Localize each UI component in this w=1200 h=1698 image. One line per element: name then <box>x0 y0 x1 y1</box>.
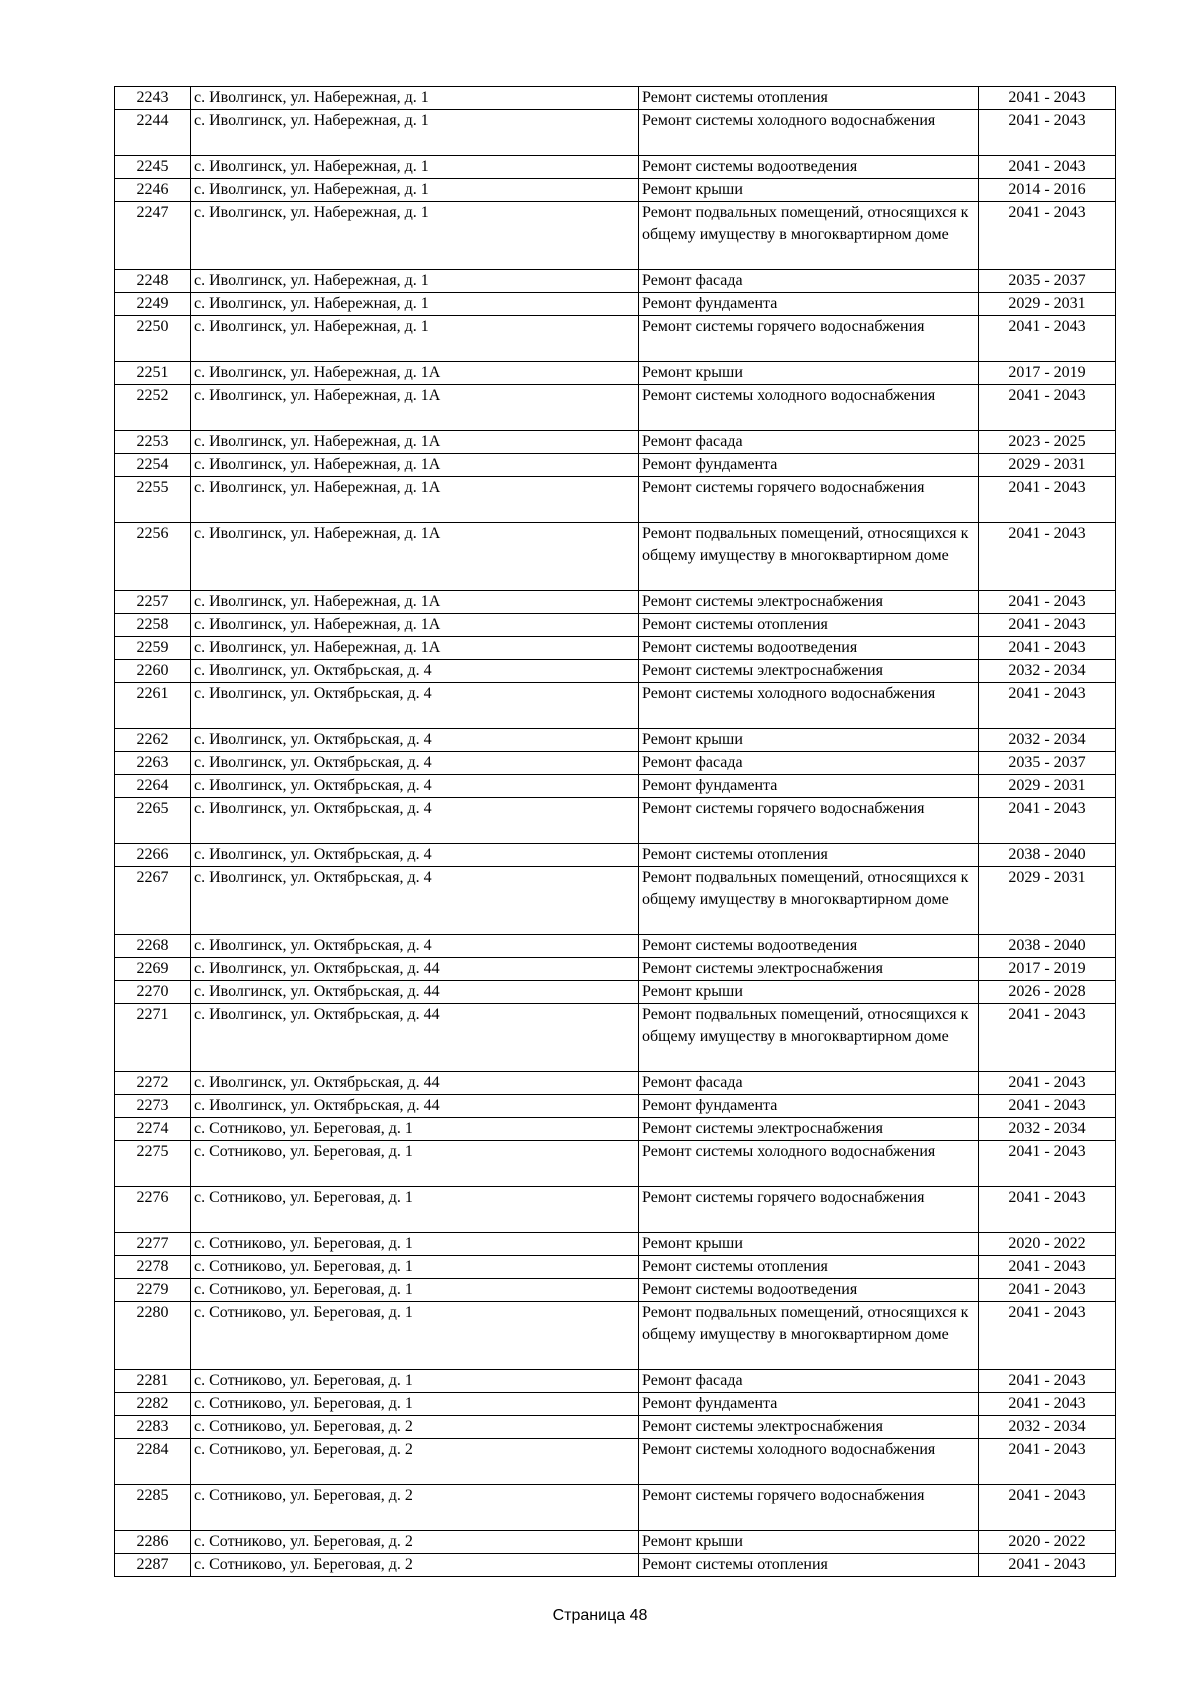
period-cell: 2041 - 2043 <box>979 385 1116 431</box>
address-cell: с. Иволгинск, ул. Октябрьская, д. 44 <box>191 1004 639 1072</box>
work-type-cell: Ремонт фундамента <box>639 454 979 477</box>
table-row <box>115 156 1116 179</box>
work-type-cell: Ремонт системы электроснабжения <box>639 958 979 981</box>
row-number: 2282 <box>115 1393 191 1416</box>
row-number: 2284 <box>115 1439 191 1485</box>
row-number: 2266 <box>115 844 191 867</box>
table-row <box>115 1485 1116 1531</box>
work-type-cell: Ремонт системы горячего водоснабжения <box>639 1485 979 1531</box>
table-row <box>115 1004 1116 1072</box>
period-cell: 2032 - 2034 <box>979 1416 1116 1439</box>
period-cell: 2041 - 2043 <box>979 1302 1116 1370</box>
row-number: 2272 <box>115 1072 191 1095</box>
address-cell: с. Иволгинск, ул. Набережная, д. 1А <box>191 637 639 660</box>
row-number: 2252 <box>115 385 191 431</box>
row-number: 2248 <box>115 270 191 293</box>
row-number: 2243 <box>115 87 191 110</box>
work-type-cell: Ремонт системы электроснабжения <box>639 591 979 614</box>
work-type-cell: Ремонт подвальных помещений, относящихся к общему имуществу в многоквартирном доме <box>639 1302 979 1370</box>
table-row <box>115 316 1116 362</box>
address-cell: с. Иволгинск, ул. Набережная, д. 1А <box>191 523 639 591</box>
table-row <box>115 1072 1116 1095</box>
table-row <box>115 523 1116 591</box>
row-number: 2270 <box>115 981 191 1004</box>
table-row <box>115 1256 1116 1279</box>
address-cell: с. Сотниково, ул. Береговая, д. 1 <box>191 1370 639 1393</box>
row-number: 2268 <box>115 935 191 958</box>
work-type-cell: Ремонт системы горячего водоснабжения <box>639 798 979 844</box>
address-cell: с. Иволгинск, ул. Октябрьская, д. 4 <box>191 844 639 867</box>
period-cell: 2041 - 2043 <box>979 523 1116 591</box>
table-row <box>115 798 1116 844</box>
address-cell: с. Иволгинск, ул. Октябрьская, д. 4 <box>191 867 639 935</box>
row-number: 2285 <box>115 1485 191 1531</box>
row-number: 2258 <box>115 614 191 637</box>
work-type-cell: Ремонт системы горячего водоснабжения <box>639 477 979 523</box>
table-row <box>115 844 1116 867</box>
address-cell: с. Иволгинск, ул. Октябрьская, д. 4 <box>191 775 639 798</box>
table-row <box>115 1141 1116 1187</box>
work-type-cell: Ремонт фундамента <box>639 1393 979 1416</box>
address-cell: с. Иволгинск, ул. Октябрьская, д. 4 <box>191 752 639 775</box>
work-type-cell: Ремонт крыши <box>639 1233 979 1256</box>
period-cell: 2041 - 2043 <box>979 477 1116 523</box>
address-cell: с. Сотниково, ул. Береговая, д. 1 <box>191 1141 639 1187</box>
period-cell: 2032 - 2034 <box>979 729 1116 752</box>
address-cell: с. Сотниково, ул. Береговая, д. 1 <box>191 1233 639 1256</box>
address-cell: с. Иволгинск, ул. Октябрьская, д. 4 <box>191 798 639 844</box>
period-cell: 2029 - 2031 <box>979 454 1116 477</box>
table-row <box>115 1370 1116 1393</box>
address-cell: с. Сотниково, ул. Береговая, д. 1 <box>191 1256 639 1279</box>
work-type-cell: Ремонт подвальных помещений, относящихся к общему имуществу в многоквартирном доме <box>639 1004 979 1072</box>
period-cell: 2032 - 2034 <box>979 1118 1116 1141</box>
table-row <box>115 293 1116 316</box>
work-type-cell: Ремонт крыши <box>639 362 979 385</box>
address-cell: с. Сотниково, ул. Береговая, д. 2 <box>191 1531 639 1554</box>
period-cell: 2041 - 2043 <box>979 1439 1116 1485</box>
table-row <box>115 362 1116 385</box>
table-row <box>115 1416 1116 1439</box>
table-row <box>115 935 1116 958</box>
row-number: 2275 <box>115 1141 191 1187</box>
row-number: 2287 <box>115 1554 191 1577</box>
row-number: 2261 <box>115 683 191 729</box>
table-row <box>115 1439 1116 1485</box>
row-number: 2245 <box>115 156 191 179</box>
period-cell: 2029 - 2031 <box>979 867 1116 935</box>
table-row <box>115 1118 1116 1141</box>
period-cell: 2035 - 2037 <box>979 752 1116 775</box>
period-cell: 2032 - 2034 <box>979 660 1116 683</box>
address-cell: с. Иволгинск, ул. Набережная, д. 1 <box>191 293 639 316</box>
row-number: 2246 <box>115 179 191 202</box>
repair-schedule-table <box>114 86 1116 1577</box>
period-cell: 2041 - 2043 <box>979 1004 1116 1072</box>
address-cell: с. Иволгинск, ул. Набережная, д. 1 <box>191 179 639 202</box>
address-cell: с. Иволгинск, ул. Октябрьская, д. 4 <box>191 729 639 752</box>
period-cell: 2041 - 2043 <box>979 683 1116 729</box>
row-number: 2249 <box>115 293 191 316</box>
address-cell: с. Иволгинск, ул. Набережная, д. 1А <box>191 362 639 385</box>
address-cell: с. Иволгинск, ул. Набережная, д. 1 <box>191 87 639 110</box>
work-type-cell: Ремонт системы отопления <box>639 844 979 867</box>
work-type-cell: Ремонт фундамента <box>639 1095 979 1118</box>
row-number: 2273 <box>115 1095 191 1118</box>
address-cell: с. Сотниково, ул. Береговая, д. 1 <box>191 1187 639 1233</box>
work-type-cell: Ремонт крыши <box>639 179 979 202</box>
table-row <box>115 683 1116 729</box>
period-cell: 2041 - 2043 <box>979 87 1116 110</box>
address-cell: с. Иволгинск, ул. Набережная, д. 1 <box>191 202 639 270</box>
row-number: 2265 <box>115 798 191 844</box>
address-cell: с. Иволгинск, ул. Набережная, д. 1 <box>191 316 639 362</box>
address-cell: с. Иволгинск, ул. Октябрьская, д. 44 <box>191 1072 639 1095</box>
work-type-cell: Ремонт фасада <box>639 431 979 454</box>
table-row <box>115 454 1116 477</box>
work-type-cell: Ремонт фасада <box>639 270 979 293</box>
period-cell: 2041 - 2043 <box>979 202 1116 270</box>
page-number: Страница 48 <box>552 1607 648 1624</box>
period-cell: 2038 - 2040 <box>979 935 1116 958</box>
period-cell: 2023 - 2025 <box>979 431 1116 454</box>
table-row <box>115 1393 1116 1416</box>
table-row <box>115 431 1116 454</box>
work-type-cell: Ремонт системы отопления <box>639 614 979 637</box>
table-row <box>115 1187 1116 1233</box>
period-cell: 2041 - 2043 <box>979 316 1116 362</box>
row-number: 2260 <box>115 660 191 683</box>
row-number: 2269 <box>115 958 191 981</box>
work-type-cell: Ремонт системы горячего водоснабжения <box>639 1187 979 1233</box>
address-cell: с. Иволгинск, ул. Набережная, д. 1 <box>191 270 639 293</box>
row-number: 2271 <box>115 1004 191 1072</box>
address-cell: с. Иволгинск, ул. Набережная, д. 1А <box>191 477 639 523</box>
address-cell: с. Иволгинск, ул. Набережная, д. 1А <box>191 614 639 637</box>
period-cell: 2020 - 2022 <box>979 1233 1116 1256</box>
table-row <box>115 110 1116 156</box>
work-type-cell: Ремонт крыши <box>639 1531 979 1554</box>
period-cell: 2041 - 2043 <box>979 1187 1116 1233</box>
row-number: 2255 <box>115 477 191 523</box>
period-cell: 2029 - 2031 <box>979 775 1116 798</box>
address-cell: с. Иволгинск, ул. Набережная, д. 1 <box>191 110 639 156</box>
table-row <box>115 591 1116 614</box>
work-type-cell: Ремонт системы горячего водоснабжения <box>639 316 979 362</box>
work-type-cell: Ремонт подвальных помещений, относящихся к общему имуществу в многоквартирном доме <box>639 523 979 591</box>
row-number: 2278 <box>115 1256 191 1279</box>
work-type-cell: Ремонт системы водоотведения <box>639 156 979 179</box>
row-number: 2267 <box>115 867 191 935</box>
table-row <box>115 1095 1116 1118</box>
work-type-cell: Ремонт фундамента <box>639 775 979 798</box>
table-row <box>115 1279 1116 1302</box>
row-number: 2257 <box>115 591 191 614</box>
work-type-cell: Ремонт крыши <box>639 981 979 1004</box>
address-cell: с. Иволгинск, ул. Набережная, д. 1А <box>191 454 639 477</box>
table-row <box>115 385 1116 431</box>
address-cell: с. Иволгинск, ул. Набережная, д. 1 <box>191 156 639 179</box>
work-type-cell: Ремонт системы водоотведения <box>639 935 979 958</box>
row-number: 2279 <box>115 1279 191 1302</box>
period-cell: 2041 - 2043 <box>979 1554 1116 1577</box>
table-row <box>115 752 1116 775</box>
work-type-cell: Ремонт фасада <box>639 1370 979 1393</box>
address-cell: с. Иволгинск, ул. Октябрьская, д. 44 <box>191 1095 639 1118</box>
period-cell: 2029 - 2031 <box>979 293 1116 316</box>
period-cell: 2041 - 2043 <box>979 1279 1116 1302</box>
period-cell: 2041 - 2043 <box>979 1485 1116 1531</box>
period-cell: 2014 - 2016 <box>979 179 1116 202</box>
table-row <box>115 1531 1116 1554</box>
address-cell: с. Сотниково, ул. Береговая, д. 2 <box>191 1416 639 1439</box>
address-cell: с. Сотниково, ул. Береговая, д. 2 <box>191 1485 639 1531</box>
period-cell: 2041 - 2043 <box>979 1256 1116 1279</box>
work-type-cell: Ремонт системы электроснабжения <box>639 660 979 683</box>
row-number: 2280 <box>115 1302 191 1370</box>
period-cell: 2026 - 2028 <box>979 981 1116 1004</box>
period-cell: 2041 - 2043 <box>979 156 1116 179</box>
table-row <box>115 981 1116 1004</box>
work-type-cell: Ремонт фасада <box>639 1072 979 1095</box>
address-cell: с. Иволгинск, ул. Октябрьская, д. 4 <box>191 683 639 729</box>
row-number: 2254 <box>115 454 191 477</box>
row-number: 2253 <box>115 431 191 454</box>
work-type-cell: Ремонт системы холодного водоснабжения <box>639 1439 979 1485</box>
period-cell: 2041 - 2043 <box>979 1393 1116 1416</box>
row-number: 2256 <box>115 523 191 591</box>
table-row <box>115 775 1116 798</box>
address-cell: с. Сотниково, ул. Береговая, д. 1 <box>191 1302 639 1370</box>
table-row <box>115 660 1116 683</box>
work-type-cell: Ремонт системы холодного водоснабжения <box>639 683 979 729</box>
work-type-cell: Ремонт системы отопления <box>639 87 979 110</box>
table-row <box>115 637 1116 660</box>
table-row <box>115 477 1116 523</box>
work-type-cell: Ремонт системы холодного водоснабжения <box>639 1141 979 1187</box>
period-cell: 2041 - 2043 <box>979 110 1116 156</box>
period-cell: 2020 - 2022 <box>979 1531 1116 1554</box>
address-cell: с. Сотниково, ул. Береговая, д. 2 <box>191 1439 639 1485</box>
address-cell: с. Сотниково, ул. Береговая, д. 2 <box>191 1554 639 1577</box>
row-number: 2276 <box>115 1187 191 1233</box>
address-cell: с. Иволгинск, ул. Октябрьская, д. 44 <box>191 958 639 981</box>
row-number: 2250 <box>115 316 191 362</box>
row-number: 2286 <box>115 1531 191 1554</box>
table-row <box>115 958 1116 981</box>
row-number: 2281 <box>115 1370 191 1393</box>
address-cell: с. Иволгинск, ул. Октябрьская, д. 4 <box>191 660 639 683</box>
row-number: 2262 <box>115 729 191 752</box>
row-number: 2259 <box>115 637 191 660</box>
table-row <box>115 614 1116 637</box>
address-cell: с. Иволгинск, ул. Набережная, д. 1А <box>191 385 639 431</box>
address-cell: с. Иволгинск, ул. Октябрьская, д. 44 <box>191 981 639 1004</box>
work-type-cell: Ремонт системы холодного водоснабжения <box>639 110 979 156</box>
table-row <box>115 1233 1116 1256</box>
row-number: 2274 <box>115 1118 191 1141</box>
table-row <box>115 1302 1116 1370</box>
address-cell: с. Сотниково, ул. Береговая, д. 1 <box>191 1393 639 1416</box>
period-cell: 2035 - 2037 <box>979 270 1116 293</box>
address-cell: с. Иволгинск, ул. Набережная, д. 1А <box>191 591 639 614</box>
work-type-cell: Ремонт системы водоотведения <box>639 1279 979 1302</box>
table-row <box>115 270 1116 293</box>
row-number: 2264 <box>115 775 191 798</box>
row-number: 2251 <box>115 362 191 385</box>
period-cell: 2041 - 2043 <box>979 591 1116 614</box>
address-cell: с. Иволгинск, ул. Набережная, д. 1А <box>191 431 639 454</box>
period-cell: 2041 - 2043 <box>979 1072 1116 1095</box>
table-row <box>115 867 1116 935</box>
period-cell: 2041 - 2043 <box>979 614 1116 637</box>
row-number: 2277 <box>115 1233 191 1256</box>
work-type-cell: Ремонт системы электроснабжения <box>639 1118 979 1141</box>
table-row <box>115 202 1116 270</box>
period-cell: 2041 - 2043 <box>979 798 1116 844</box>
period-cell: 2041 - 2043 <box>979 1141 1116 1187</box>
row-number: 2244 <box>115 110 191 156</box>
work-type-cell: Ремонт системы водоотведения <box>639 637 979 660</box>
work-type-cell: Ремонт крыши <box>639 729 979 752</box>
work-type-cell: Ремонт подвальных помещений, относящихся к общему имуществу в многоквартирном доме <box>639 202 979 270</box>
table-row <box>115 1554 1116 1577</box>
address-cell: с. Сотниково, ул. Береговая, д. 1 <box>191 1118 639 1141</box>
row-number: 2283 <box>115 1416 191 1439</box>
table-row <box>115 729 1116 752</box>
period-cell: 2041 - 2043 <box>979 1370 1116 1393</box>
address-cell: с. Сотниково, ул. Береговая, д. 1 <box>191 1279 639 1302</box>
period-cell: 2041 - 2043 <box>979 1095 1116 1118</box>
work-type-cell: Ремонт подвальных помещений, относящихся к общему имуществу в многоквартирном доме <box>639 867 979 935</box>
period-cell: 2017 - 2019 <box>979 958 1116 981</box>
work-type-cell: Ремонт системы отопления <box>639 1554 979 1577</box>
address-cell: с. Иволгинск, ул. Октябрьская, д. 4 <box>191 935 639 958</box>
work-type-cell: Ремонт системы электроснабжения <box>639 1416 979 1439</box>
row-number: 2247 <box>115 202 191 270</box>
table-row <box>115 179 1116 202</box>
work-type-cell: Ремонт фасада <box>639 752 979 775</box>
table-row <box>115 87 1116 110</box>
period-cell: 2038 - 2040 <box>979 844 1116 867</box>
period-cell: 2017 - 2019 <box>979 362 1116 385</box>
period-cell: 2041 - 2043 <box>979 637 1116 660</box>
work-type-cell: Ремонт системы холодного водоснабжения <box>639 385 979 431</box>
work-type-cell: Ремонт фундамента <box>639 293 979 316</box>
work-type-cell: Ремонт системы отопления <box>639 1256 979 1279</box>
table-body <box>115 87 1116 1577</box>
row-number: 2263 <box>115 752 191 775</box>
